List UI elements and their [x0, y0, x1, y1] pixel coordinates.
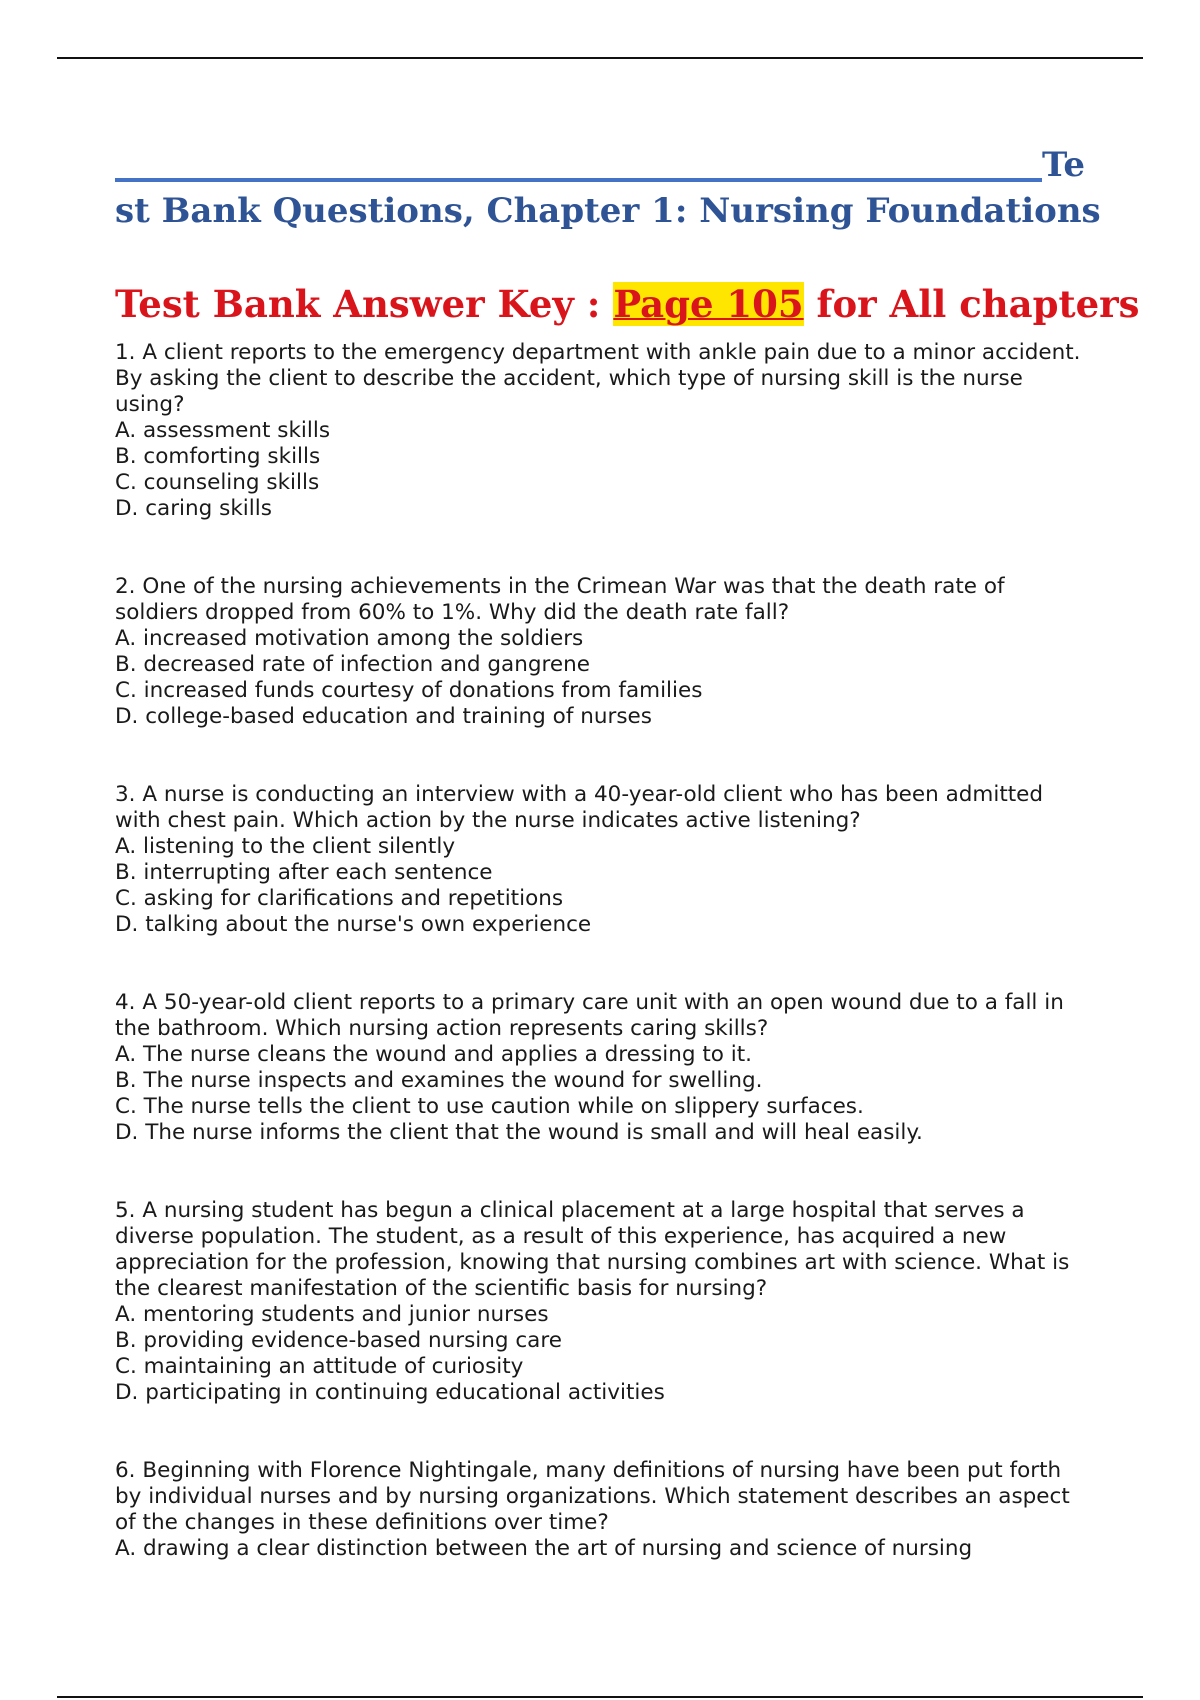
answer-option: D. college-based education and training of nurses [115, 704, 652, 729]
document-body [115, 140, 1140, 1614]
question-stem: 6. Beginning with Florence Nightingale, many definitions of nursing have been put forth by individual nurses and by nursing organizations. Which statement describes an aspect of the changes in these definitions over time? [115, 1458, 1070, 1535]
answer-option: D. participating in continuing educational activities [115, 1380, 665, 1405]
answer-option: A. assessment skills [115, 418, 331, 443]
document-title: st Bank Questions, Chapter 1: Nursing Foundations [115, 191, 1101, 231]
answer-key-suffix: for All chapters [803, 282, 1140, 326]
title-underline-rule [115, 178, 1042, 182]
page-bottom-rule [57, 1696, 1143, 1698]
question-stem: 4. A 50-year-old client reports to a primary care unit with an open wound due to a fall in the bathroom. Which nursing action represents caring skills? [115, 990, 1064, 1041]
answer-option: A. drawing a clear distinction between the art of nursing and science of nursing [115, 1536, 973, 1561]
answer-option: B. decreased rate of infection and gangrene [115, 652, 590, 677]
answer-options [115, 1302, 1085, 1406]
answer-option: A. listening to the client silently [115, 834, 456, 859]
answer-option: A. increased motivation among the soldiers [115, 626, 584, 651]
question-stem: 1. A client reports to the emergency department with ankle pain due to a minor accident. By asking the client to describe the accident, which type of nursing skill is the nurse using? [115, 340, 1081, 417]
question-item [115, 1198, 1085, 1406]
answer-key-heading [115, 280, 1140, 328]
answer-option: B. providing evidence-based nursing care [115, 1328, 562, 1353]
answer-options [115, 626, 1085, 730]
question-stem: 3. A nurse is conducting an interview with a 40-year-old client who has been admitted with chest pain. Which action by the nurse indicates active listening? [115, 782, 1044, 833]
answer-option: B. The nurse inspects and examines the wound for swelling. [115, 1068, 763, 1093]
question-list [115, 340, 1085, 1562]
question-item [115, 990, 1085, 1146]
answer-key-page-link[interactable]: Page 105 [613, 282, 804, 326]
answer-option: B. interrupting after each sentence [115, 860, 493, 885]
answer-option: D. talking about the nurse's own experience [115, 912, 592, 937]
page-top-rule [57, 57, 1143, 59]
document-title-line-1 [115, 140, 1085, 188]
question-item [115, 574, 1085, 730]
answer-options [115, 1536, 1085, 1562]
answer-option: C. The nurse tells the client to use caution while on slippery surfaces. [115, 1094, 864, 1119]
answer-option: B. comforting skills [115, 444, 321, 469]
answer-option: C. asking for clarifications and repetitions [115, 886, 564, 911]
answer-option: A. mentoring students and junior nurses [115, 1302, 549, 1327]
question-stem: 2. One of the nursing achievements in the Crimean War was that the death rate of soldiers dropped from 60% to 1%. Why did the death rate fall? [115, 574, 1005, 625]
answer-options [115, 834, 1085, 938]
answer-option: D. The nurse informs the client that the wound is small and will heal easily. [115, 1120, 923, 1145]
answer-option: D. caring skills [115, 496, 272, 521]
question-stem: 5. A nursing student has begun a clinical placement at a large hospital that serves a diverse population. The student, as a result of this experience, has acquired a new appreciation for the profession, knowing that nursing combines art with science. What is the clearest manifestation of the scientific basis for nursing? [115, 1198, 1070, 1301]
answer-option: C. maintaining an attitude of curiosity [115, 1354, 524, 1379]
question-item [115, 340, 1085, 522]
question-item [115, 782, 1085, 938]
answer-key-prefix: Test Bank Answer Key : [115, 282, 614, 326]
answer-options [115, 1042, 1085, 1146]
question-item [115, 1458, 1085, 1562]
document-title-start: Te [1041, 145, 1085, 185]
answer-option: C. increased funds courtesy of donations from families [115, 678, 703, 703]
answer-option: C. counseling skills [115, 470, 320, 495]
answer-option: A. The nurse cleans the wound and applies a dressing to it. [115, 1042, 752, 1067]
answer-options [115, 418, 1085, 522]
